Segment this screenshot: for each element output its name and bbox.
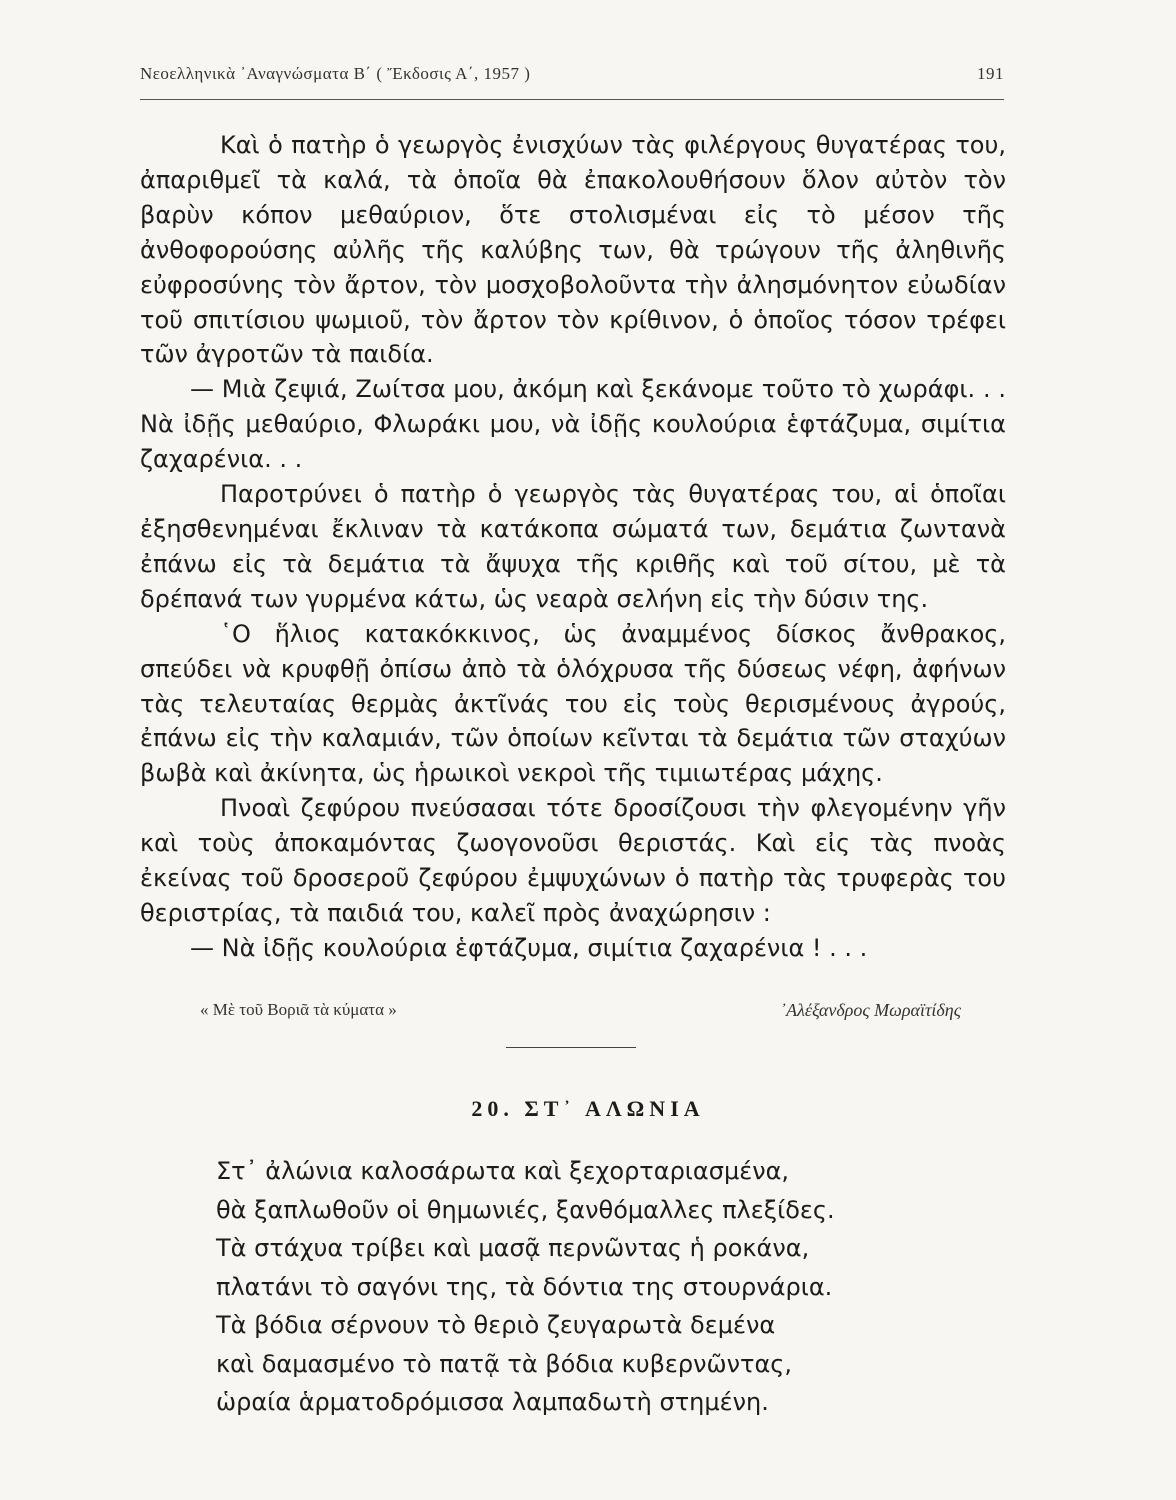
running-header (140, 64, 1004, 84)
paragraph: Παροτρύνει ὁ πατὴρ ὁ γεωργὸς τὰς θυγατέρας του, αἱ ὁποῖαι ἐξησθενημέναι ἔκλιναν τὰ κατάκοπα σώματά των, δεμάτια ζωντανὰ ἐπάνω εἰς τὰ δεμάτια τὰ ἄψυχα τῆς κριθῆς καὶ τοῦ σίτου, μὲ τὰ δρέπανά των γυρμένα κάτω, ὡς νεαρὰ σελήνη εἰς τὴν δύσιν της. (140, 480, 1006, 613)
prose-body (140, 128, 1006, 966)
poem-line: ὡραία ἁρματοδρόμισσα λαμπαδωτὴ στημένη. (216, 1388, 769, 1416)
book-title: Νεοελληνικὰ ᾿Αναγνώσματα Β΄ ( Ἔκδοσις Α΄, 1957 ) (140, 64, 531, 83)
section-title: 20. ΣΤ᾿ ΑΛΩΝΙΑ (471, 1096, 705, 1121)
dialogue-line: — Μιὰ ζεψιά, Ζωίτσα μου, ἀκόμη καὶ ξεκάνομε τοῦτο τὸ χωράφι. . . Νὰ ἰδῇς μεθαύριο, Φλωράκι μου, νὰ ἰδῇς κουλούρια ἑφτάζυμα, σιμίτια ζαχαρένια. . . (140, 375, 1006, 474)
source-citation: « Μὲ τοῦ Βοριᾶ τὰ κύματα » (200, 1000, 397, 1019)
header-rule (140, 99, 1004, 100)
paragraph: Καὶ ὁ πατὴρ ὁ γεωργὸς ἐνισχύων τὰς φιλέργους θυγατέρας του, ἀπαριθμεῖ τὰ καλά, τὰ ὁποῖα θὰ ἐπακολουθήσουν ὅλον αὐτὸν τὸν βαρὺν κόπον μεθαύριον, ὅτε στολισμέναι εἰς τὸ μέσον τῆς ἀνθοφορούσης αὐλῆς τῆς καλύβης των, θὰ τρώγουν τῆς ἀληθινῆς εὐφροσύνης τὸν ἄρτον, τὸν μοσχοβολοῦντα τὴν ἀλησμόνητον εὐωδίαν τοῦ σπιτίσιου ψωμιοῦ, τὸν ἄρτον τὸν κρίθινον, ὁ ὁποῖος τόσον τρέφει τῶν ἀγροτῶν τὰ παιδία. (140, 131, 1006, 369)
author-name: ᾿Αλέξανδρος Μωραϊτίδης (780, 1000, 961, 1020)
poem-line: θὰ ξαπλωθοῦν οἱ θημωνιές, ξανθόμαλλες πλεξίδες. (216, 1195, 835, 1224)
poem-line: καὶ δαμασμένο τὸ πατᾷ τὰ βόδια κυβερνῶντας, (216, 1349, 793, 1378)
poem-line: Στ᾿ ἀλώνια καλοσάρωτα καὶ ξεχορταριασμένα, (216, 1157, 790, 1185)
section-separator (506, 1047, 636, 1048)
poem-line: Τὰ βόδια σέρνουν τὸ θεριὸ ζευγαρωτὰ δεμένα (216, 1311, 776, 1339)
dialogue-line: — Νὰ ἰδῇς κουλούρια ἑφτάζυμα, σιμίτια ζαχαρένια ! . . . (190, 933, 868, 962)
paragraph: Πνοαὶ ζεφύρου πνεύσασαι τότε δροσίζουσι τὴν φλεγομένην γῆν καὶ τοὺς ἀποκαμόντας ζωογονοῦσι θεριστάς. Καὶ εἰς τὰς πνοὰς ἐκείνας τοῦ δροσεροῦ ζεφύρου ἐμψυχώνων ὁ πατὴρ τὰς τρυφερὰς του θεριστρίας, τὰ παιδιά του, καλεῖ πρὸς ἀναχώρησιν : (140, 794, 1006, 927)
poem-line: Τὰ στάχυα τρίβει καὶ μασᾷ περνῶντας ἡ ροκάνα, (216, 1234, 810, 1262)
paragraph: ῾Ο ἥλιος κατακόκκινος, ὡς ἀναμμένος δίσκος ἄνθρακος, σπεύδει νὰ κρυφθῇ ὀπίσω ἀπὸ τὰ ὁλόχρυσα τῆς δύσεως νέφη, ἀφήνων τὰς τελευταίας θερμὰς ἀκτῖνάς του εἰς τοὺς θερισμένους ἀγρούς, ἐπάνω εἰς τὴν καλαμιάν, τῶν ὁποίων κεῖνται τὰ δεμάτια τῶν σταχύων βωβὰ καὶ ἀκίνητα, ὡς ἡρωικοὶ νεκροὶ τῆς τιμιωτέρας μάχης. (140, 619, 1006, 788)
poem (216, 1152, 835, 1422)
poem-line: πλατάνι τὸ σαγόνι της, τὰ δόντια της στουρνάρια. (216, 1272, 833, 1301)
page-number: 191 (977, 64, 1004, 83)
